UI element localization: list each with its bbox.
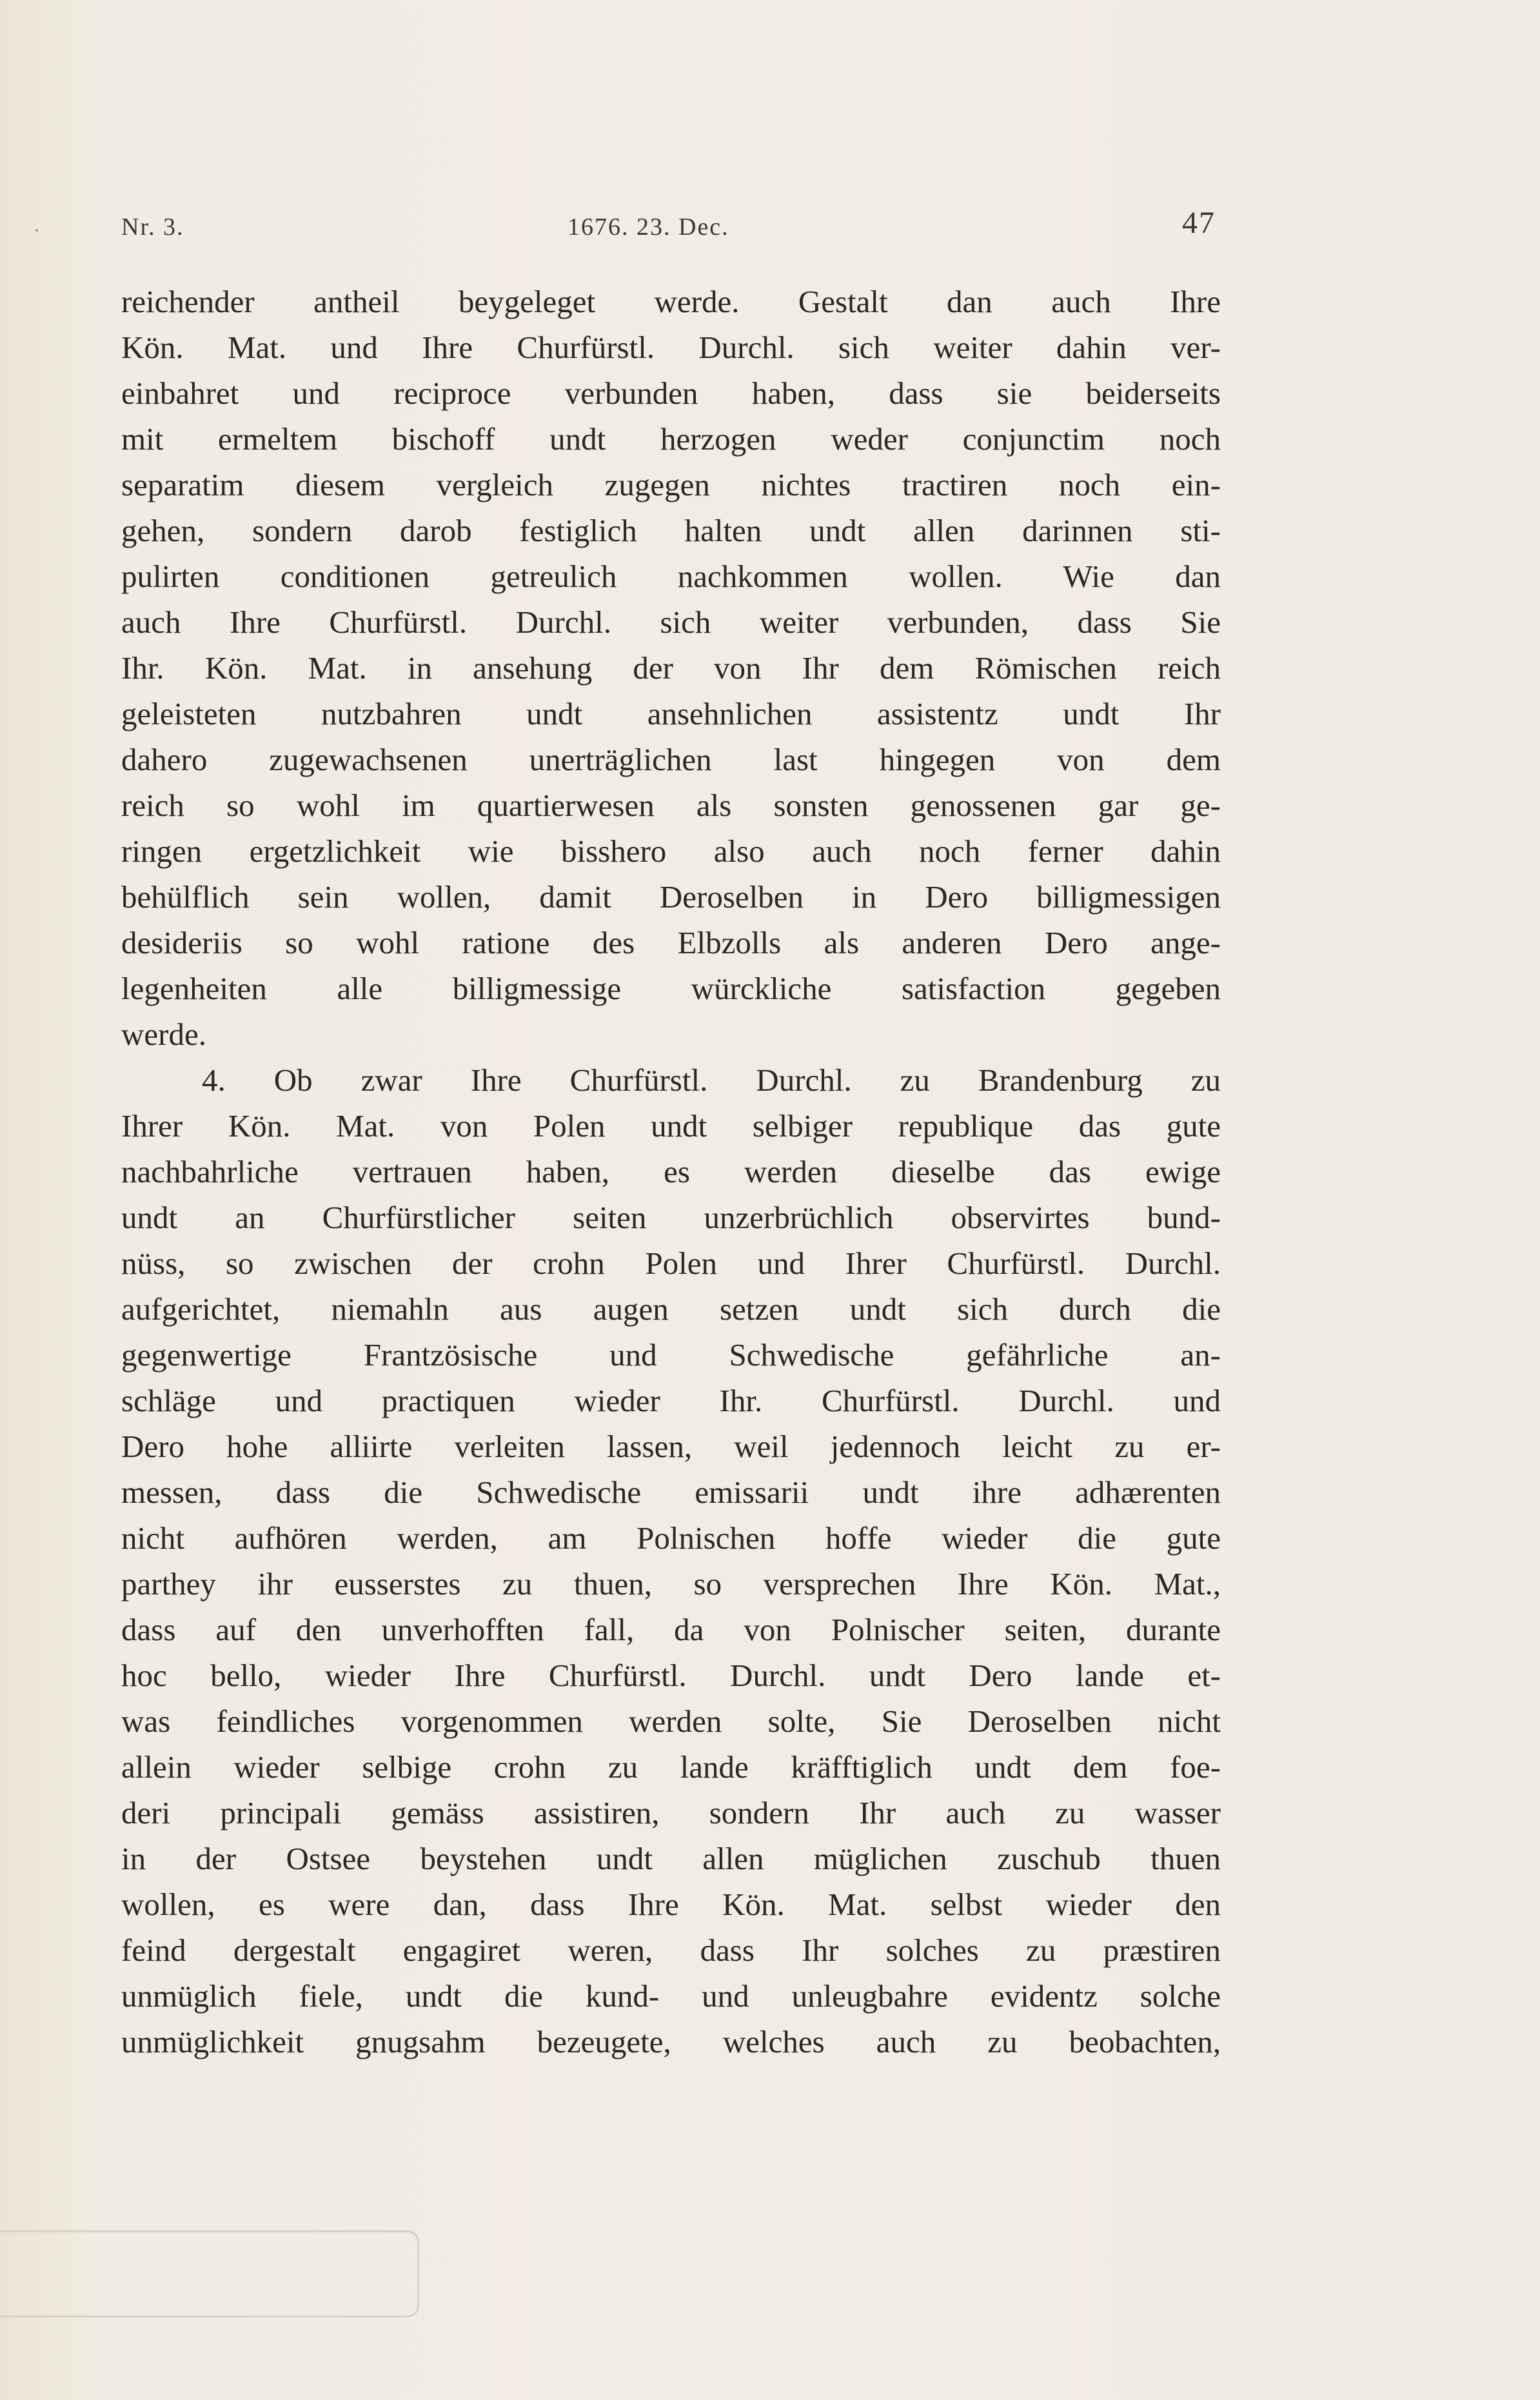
text-line: auch Ihre Churfürstl. Durchl. sich weiter verbunden, dass Sie	[121, 604, 1221, 640]
text-line: dahero zugewachsenen unerträglichen last hingegen von dem	[121, 742, 1221, 777]
text-line: allein wieder selbige crohn zu lande kräfftiglich undt dem foe-	[121, 1749, 1221, 1785]
text-line: einbahret und reciproce verbunden haben, dass sie beiderseits	[121, 375, 1221, 411]
text-line: nüss, so zwischen der crohn Polen und Ihrer Churfürstl. Durchl.	[121, 1245, 1221, 1281]
text-line: deri principali gemäss assistiren, sondern Ihr auch zu wasser	[121, 1795, 1221, 1830]
text-line: aufgerichtet, niemahln aus augen setzen undt sich durch die	[121, 1291, 1221, 1327]
text-line: feind dergestalt engagiret weren, dass Ihr solches zu præstiren	[121, 1932, 1221, 1968]
text-line: was feindliches vorgenommen werden solte, Sie Deroselben nicht	[121, 1703, 1221, 1739]
body-text	[121, 279, 1221, 2065]
paragraph-start-line: 4. Ob zwar Ihre Churfürstl. Durchl. zu Brandenburg zu	[202, 1062, 1221, 1098]
text-line: unmüglichkeit gnugsahm bezeugete, welches auch zu beobachten,	[121, 2024, 1221, 2059]
running-head	[121, 205, 1218, 244]
text-line: desideriis so wohl ratione des Elbzolls als anderen Dero ange-	[121, 925, 1221, 960]
page-speck	[35, 229, 38, 232]
text-line: parthey ihr eusserstes zu thuen, so versprechen Ihre Kön. Mat.,	[121, 1566, 1221, 1602]
paper-tab-mark	[0, 2230, 419, 2317]
text-line: Dero hohe alliirte verleiten lassen, weil jedennoch leicht zu er-	[121, 1429, 1221, 1464]
document-number: Nr. 3.	[121, 213, 184, 241]
text-line: ringen ergetzlichkeit wie bisshero also auch noch ferner dahin	[121, 833, 1221, 869]
text-line: schläge und practiquen wieder Ihr. Churfürstl. Durchl. und	[121, 1383, 1221, 1418]
text-line: reich so wohl im quartierwesen als sonsten genossenen gar ge-	[121, 788, 1221, 823]
text-line: gehen, sondern darob festiglich halten undt allen darinnen sti-	[121, 513, 1221, 548]
text-line: nicht aufhören werden, am Polnischen hoffe wieder die gute	[121, 1520, 1221, 1556]
text-line: Ihr. Kön. Mat. in ansehung der von Ihr dem Römischen reich	[121, 650, 1221, 686]
text-line: dass auf den unverhofften fall, da von Polnischer seiten, durante	[121, 1612, 1221, 1647]
text-line: separatim diesem vergleich zugegen nichtes tractiren noch ein-	[121, 467, 1221, 502]
text-line: mit ermeltem bischoff undt herzogen weder conjunctim noch	[121, 421, 1221, 457]
document-date: 1676. 23. Dec.	[568, 213, 729, 241]
text-line: Ihrer Kön. Mat. von Polen undt selbiger republique das gute	[121, 1108, 1221, 1144]
text-line: hoc bello, wieder Ihre Churfürstl. Durchl. undt Dero lande et-	[121, 1658, 1221, 1693]
text-line: gegenwertige Frantzösische und Schwedische gefährliche an-	[121, 1337, 1221, 1373]
text-line: wollen, es were dan, dass Ihre Kön. Mat. selbst wieder den	[121, 1887, 1221, 1922]
text-line: reichender antheil beygeleget werde. Gestalt dan auch Ihre	[121, 284, 1221, 319]
text-line: legenheiten alle billigmessige würckliche satisfaction gegeben	[121, 971, 1221, 1006]
text-line: nachbahrliche vertrauen haben, es werden dieselbe das ewige	[121, 1154, 1221, 1189]
text-line: unmüglich fiele, undt die kund- und unleugbahre evidentz solche	[121, 1978, 1221, 2014]
paragraph-end-line: werde.	[121, 1017, 206, 1052]
text-line: pulirten conditionen getreulich nachkommen wollen. Wie dan	[121, 559, 1221, 594]
text-line: Kön. Mat. und Ihre Churfürstl. Durchl. sich weiter dahin ver-	[121, 330, 1221, 365]
text-line: in der Ostsee beystehen undt allen müglichen zuschub thuen	[121, 1841, 1221, 1876]
text-line: behülflich sein wollen, damit Deroselben in Dero billigmessigen	[121, 879, 1221, 915]
text-line: geleisteten nutzbahren undt ansehnlichen assistentz undt Ihr	[121, 696, 1221, 731]
text-line: messen, dass die Schwedische emissarii undt ihre adhærenten	[121, 1474, 1221, 1510]
page-number: 47	[1182, 206, 1216, 240]
text-line: undt an Churfürstlicher seiten unzerbrüchlich observirtes bund-	[121, 1200, 1221, 1235]
